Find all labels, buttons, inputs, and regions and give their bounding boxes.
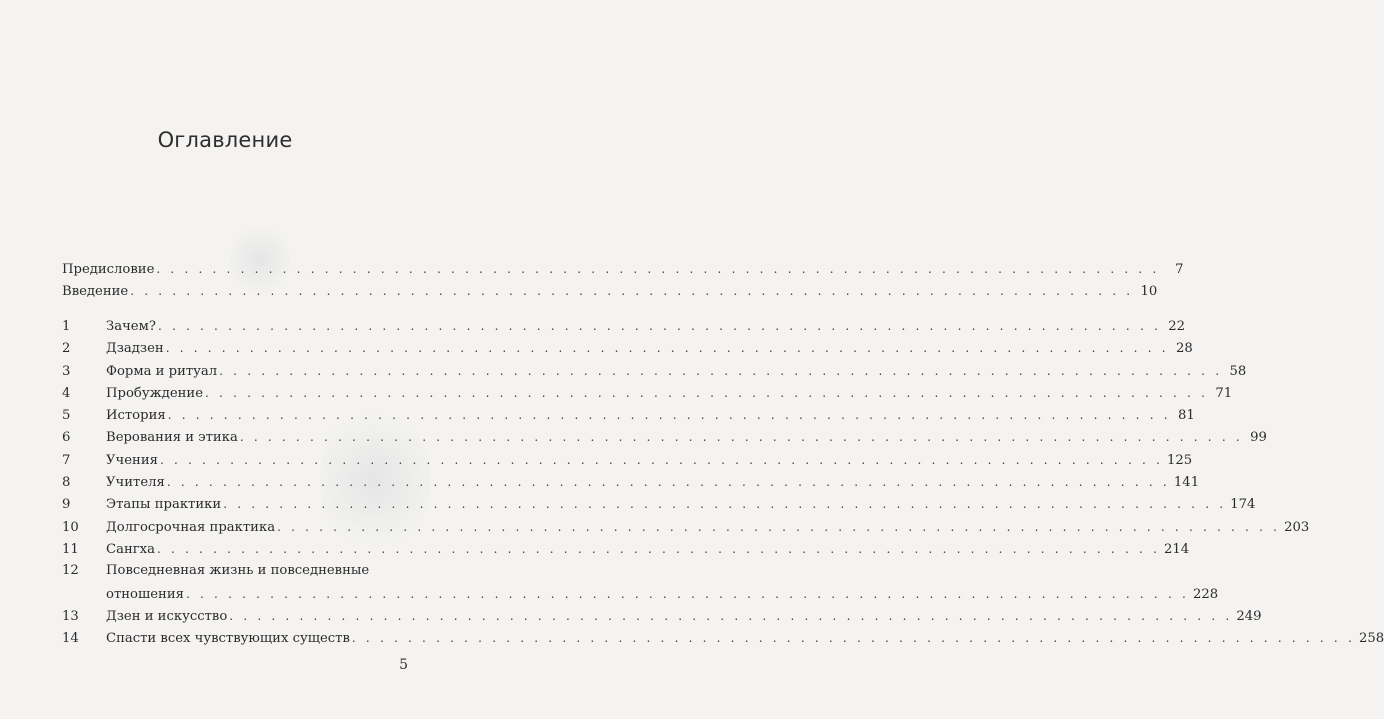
chapter-title-line-1: Повседневная жизнь и повседневные: [106, 563, 370, 579]
chapter-number: 11: [62, 541, 79, 557]
chapter-number: 13: [62, 608, 79, 624]
chapter-number: 4: [62, 385, 71, 401]
chapter-title-block: [106, 560, 1218, 605]
leader-dots: [352, 627, 1355, 649]
toc-chapter-2[interactable]: [62, 337, 1193, 359]
toc-chapters: [62, 315, 1384, 649]
leader-dots: [158, 315, 1161, 337]
toc-chapter-9[interactable]: [62, 493, 1256, 515]
chapter-title: Учителя: [106, 475, 165, 491]
chapter-number: 7: [62, 452, 71, 468]
toc-entry-page: 7: [1175, 262, 1184, 277]
chapter-title: Спасти всех чувствующих существ: [106, 631, 350, 647]
toc-chapter-11[interactable]: [62, 538, 1190, 560]
chapter-title: Дзен и искусство: [106, 608, 228, 624]
chapter-page: 214: [1164, 541, 1190, 557]
chapter-number: 1: [62, 319, 71, 334]
leader-dots: [166, 337, 1169, 359]
leader-dots: [219, 360, 1222, 382]
chapter-number: 8: [62, 475, 71, 491]
leader-dots: [223, 493, 1226, 515]
leader-dots: [130, 280, 1133, 302]
toc-chapter-10[interactable]: [62, 516, 1310, 538]
chapter-page: 22: [1168, 319, 1186, 334]
chapter-title: Зачем?: [106, 319, 156, 334]
leader-dots: [229, 605, 1232, 627]
toc-chapter-8[interactable]: [62, 471, 1200, 493]
leader-dots: [205, 382, 1208, 404]
chapter-page: 228: [1193, 586, 1219, 602]
chapter-title: Пробуждение: [106, 385, 204, 401]
chapter-page: 81: [1177, 408, 1195, 424]
chapter-number: 12: [62, 563, 79, 579]
toc-chapter-1[interactable]: [62, 315, 1186, 337]
chapter-title: История: [106, 408, 166, 424]
chapter-page: 125: [1167, 452, 1193, 468]
chapter-page: 203: [1284, 519, 1310, 535]
page-number: 5: [399, 657, 408, 673]
chapter-title: Сангха: [106, 541, 155, 557]
chapter-page: 141: [1173, 475, 1200, 491]
chapter-title: Этапы практики: [106, 497, 222, 513]
leader-dots: [240, 426, 1243, 448]
toc-entry-foreword[interactable]: [62, 258, 1184, 280]
chapter-title-line-2-row: [106, 583, 1218, 605]
chapter-number: 14: [62, 631, 79, 647]
chapter-page: 258: [1358, 631, 1384, 647]
toc-chapter-14[interactable]: [62, 627, 1384, 649]
toc-front-matter: [62, 258, 1184, 303]
chapter-title: Верования и этика: [106, 430, 238, 446]
toc-entry-page: 10: [1140, 284, 1158, 300]
toc-chapter-13[interactable]: [62, 605, 1262, 627]
chapter-number: 9: [62, 497, 71, 513]
leader-dots: [277, 516, 1280, 538]
leader-dots: [156, 258, 1159, 280]
toc-chapter-7[interactable]: [62, 449, 1193, 471]
toc-entry-introduction[interactable]: [62, 280, 1158, 302]
chapter-number: 5: [62, 408, 71, 424]
chapter-title: Форма и ритуал: [106, 363, 218, 379]
leader-dots: [157, 538, 1160, 560]
toc-entry-title: Введение: [62, 284, 129, 300]
chapter-page: 71: [1215, 385, 1233, 401]
chapter-page: 249: [1236, 608, 1262, 624]
leader-dots: [186, 583, 1189, 605]
toc-entry-title: Предисловие: [62, 262, 155, 277]
chapter-page: 99: [1250, 430, 1267, 446]
toc-chapter-4[interactable]: [62, 382, 1233, 404]
leader-dots: [167, 471, 1170, 493]
chapter-title: Дзадзен: [106, 341, 164, 357]
toc-chapter-5[interactable]: [62, 404, 1195, 426]
chapter-number: 10: [62, 519, 79, 535]
toc-chapter-12[interactable]: [62, 560, 1219, 605]
chapter-page: 58: [1229, 363, 1247, 379]
chapter-number: 2: [62, 341, 71, 357]
toc-chapter-6[interactable]: [62, 426, 1267, 448]
leader-dots: [168, 404, 1171, 426]
chapter-number: 6: [62, 430, 71, 446]
chapter-title: Долгосрочная практика: [106, 519, 276, 535]
page-title: Оглавление: [157, 128, 293, 153]
leader-dots: [160, 449, 1163, 471]
toc-chapter-3[interactable]: [62, 360, 1247, 382]
chapter-page: 28: [1175, 341, 1193, 357]
chapter-number: 3: [62, 363, 71, 379]
chapter-title: Учения: [106, 452, 158, 468]
chapter-title-line-2: отношения: [106, 586, 184, 602]
chapter-page: 174: [1230, 497, 1256, 513]
